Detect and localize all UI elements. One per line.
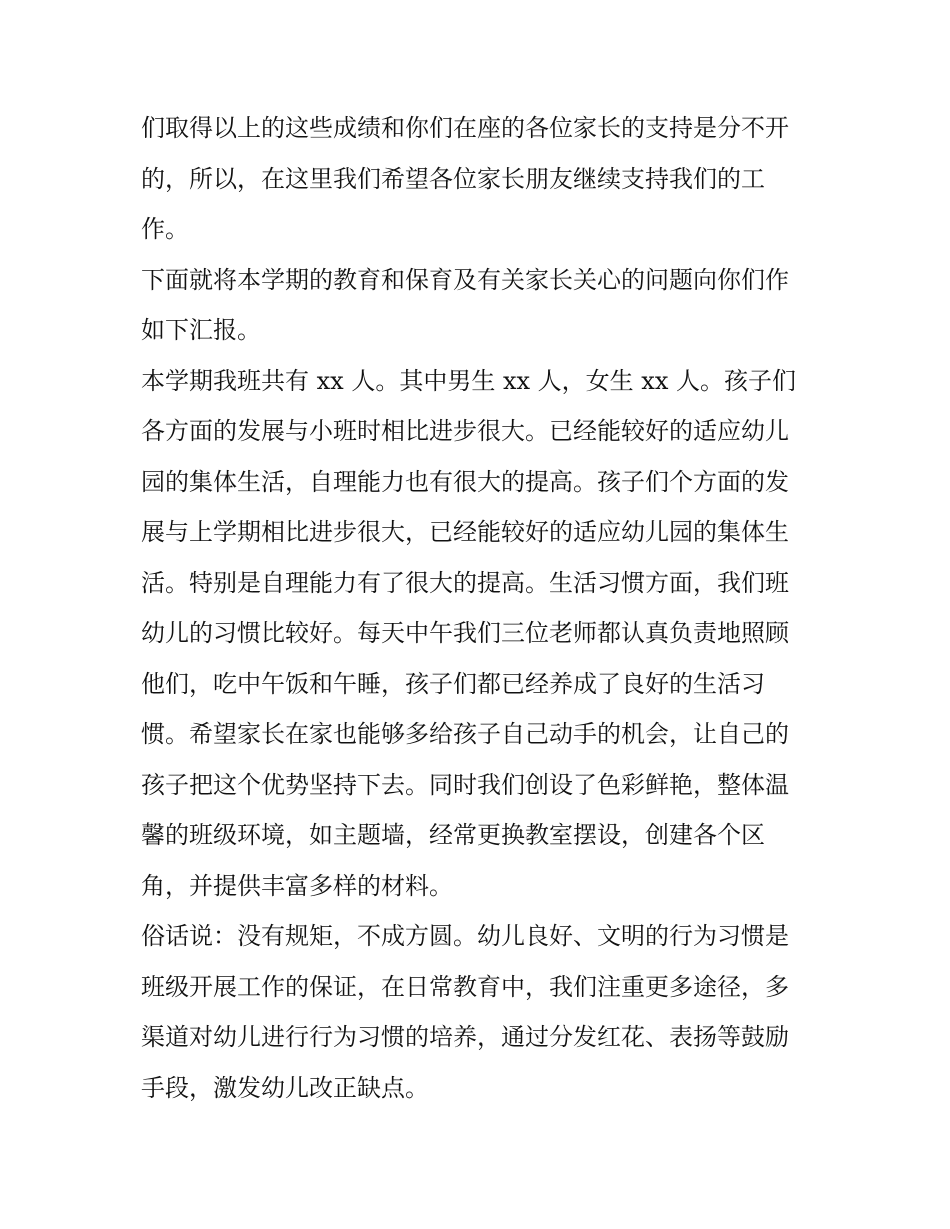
text-line: 班级开展工作的保证，在日常教育中，我们注重更多途径，多 (141, 972, 789, 1001)
text-line: 幼儿的习惯比较好。每天中午我们三位老师都认真负责地照顾 (141, 619, 789, 647)
text-line: 手段，激发幼儿改正缺点。 (141, 1073, 429, 1102)
text-line: 他们，吃中午饭和午睡，孩子们都已经养成了良好的生活习 (141, 669, 765, 698)
text-line: 馨的班级环境，如主题墙，经常更换教室摆设，创建各个区 (141, 821, 765, 849)
text-line: 们取得以上的这些成绩和你们在座的各位家长的支持是分不开 (141, 114, 789, 142)
text-line: 园的集体生活，自理能力也有很大的提高。孩子们个方面的发 (141, 467, 789, 496)
text-line: 如下汇报。 (141, 316, 261, 344)
text-line: 孩子把这个优势坚持下去。同时我们创设了色彩鲜艳，整体温 (141, 770, 789, 799)
text-line: 下面就将本学期的教育和保育及有关家长关心的问题向你们作 (141, 265, 789, 294)
text-line: 惯。希望家长在家也能够多给孩子自己动手的机会，让自己的 (141, 720, 789, 748)
text-line: 本学期我班共有 xx 人。其中男生 xx 人，女生 xx 人。孩子们 (141, 366, 796, 395)
text-line: 活。特别是自理能力有了很大的提高。生活习惯方面，我们班 (141, 568, 789, 597)
text-line: 俗话说：没有规矩，不成方圆。幼儿良好、文明的行为习惯是 (141, 922, 789, 950)
text-line: 各方面的发展与小班时相比进步很大。已经能较好的适应幼儿 (141, 417, 789, 445)
text-line: 角，并提供丰富多样的材料。 (141, 871, 453, 900)
text-line: 作。 (141, 215, 189, 243)
document-body (141, 103, 821, 1113)
text-line: 渠道对幼儿进行行为习惯的培养，通过分发红花、表扬等鼓励 (141, 1023, 789, 1051)
text-line: 的，所以，在这里我们希望各位家长朋友继续支持我们的工 (141, 164, 765, 193)
text-line: 展与上学期相比进步很大，已经能较好的适应幼儿园的集体生 (141, 518, 789, 546)
